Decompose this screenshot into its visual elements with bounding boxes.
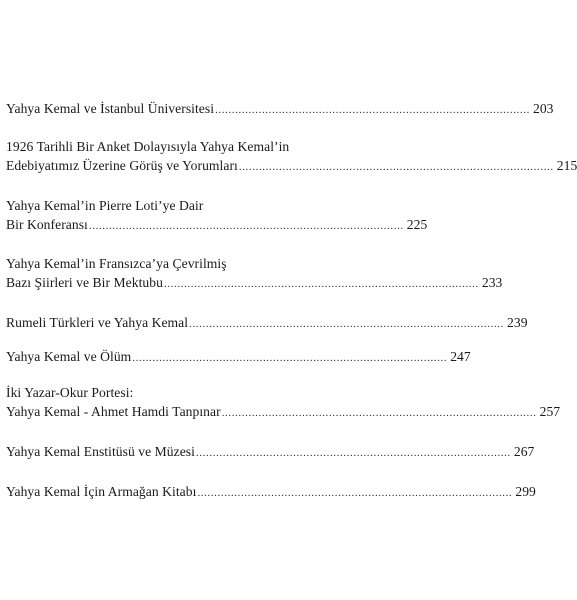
toc-entry[interactable] [6,137,577,177]
toc-page-number: 247 [450,349,471,364]
toc-entry-title: İki Yazar-Okur Portesi: [6,385,134,400]
toc-entry-line [6,313,528,334]
toc-entry[interactable] [6,313,528,334]
dot-leader: .............................................................................................. [215,104,530,116]
toc-entry-title: 1926 Tarihli Bir Anket Dolayısıyla Yahya Kemal’in [6,139,290,154]
toc-page-number: 225 [406,217,428,232]
dot-leader: .............................................................................................. [189,318,504,330]
toc-entry[interactable] [6,383,561,423]
toc-entry[interactable] [6,196,428,236]
toc-entry-title: Yahya Kemal ve İstanbul Üniversitesi [6,101,215,116]
dot-leader: .............................................................................................. [221,407,537,419]
toc-page-number: 299 [515,484,536,499]
dot-leader: .............................................................................................. [88,220,404,232]
toc-entry-title-cont: Bir Konferansı [6,217,88,232]
toc-page-number: 233 [481,275,503,290]
dot-leader: .............................................................................................. [132,352,448,364]
toc-entry-title: Yahya Kemal Enstitüsü ve Müzesi [6,444,195,459]
dot-leader: .............................................................................................. [197,487,513,499]
toc-entry-title: Yahya Kemal’in Pierre Loti’ye Dair [6,198,204,213]
toc-entry-title-cont: Edebiyatımız Üzerine Görüş ve Yorumları [6,158,238,173]
toc-page-number: 257 [539,404,561,419]
dot-leader: .............................................................................................. [163,278,479,290]
toc-page-number: 239 [507,315,528,330]
toc-entry[interactable] [6,99,554,120]
toc-entry-line [6,482,536,503]
toc-entry[interactable] [6,442,535,463]
toc-entry-line [6,402,561,423]
dot-leader: .............................................................................................. [238,161,554,173]
toc-page-number: 267 [513,444,535,459]
toc-entry-title: Yahya Kemal İçin Armağan Kitabı [6,484,197,499]
toc-entry-title-cont: Yahya Kemal - Ahmet Hamdi Tanpınar [6,404,221,419]
toc-entry-line [6,156,577,177]
toc-entry-line [6,347,471,368]
toc-entry[interactable] [6,482,536,503]
toc-entry-title: Yahya Kemal’in Fransızca’ya Çevrilmiş [6,256,227,271]
toc-entry-line [6,99,554,120]
toc-entry[interactable] [6,347,471,368]
dot-leader: .............................................................................................. [195,447,511,459]
toc-entry-line [6,215,428,236]
toc-entry-title: Rumeli Türkleri ve Yahya Kemal [6,315,189,330]
toc-entry-title: Yahya Kemal ve Ölüm [6,349,132,364]
toc-page-number: 203 [532,101,554,116]
toc-entry[interactable] [6,254,503,294]
toc-page-number: 215 [556,158,577,173]
toc-entry-line [6,442,535,463]
toc-entry-line [6,273,503,294]
toc-entry-title-cont: Bazı Şiirleri ve Bir Mektubu [6,275,163,290]
